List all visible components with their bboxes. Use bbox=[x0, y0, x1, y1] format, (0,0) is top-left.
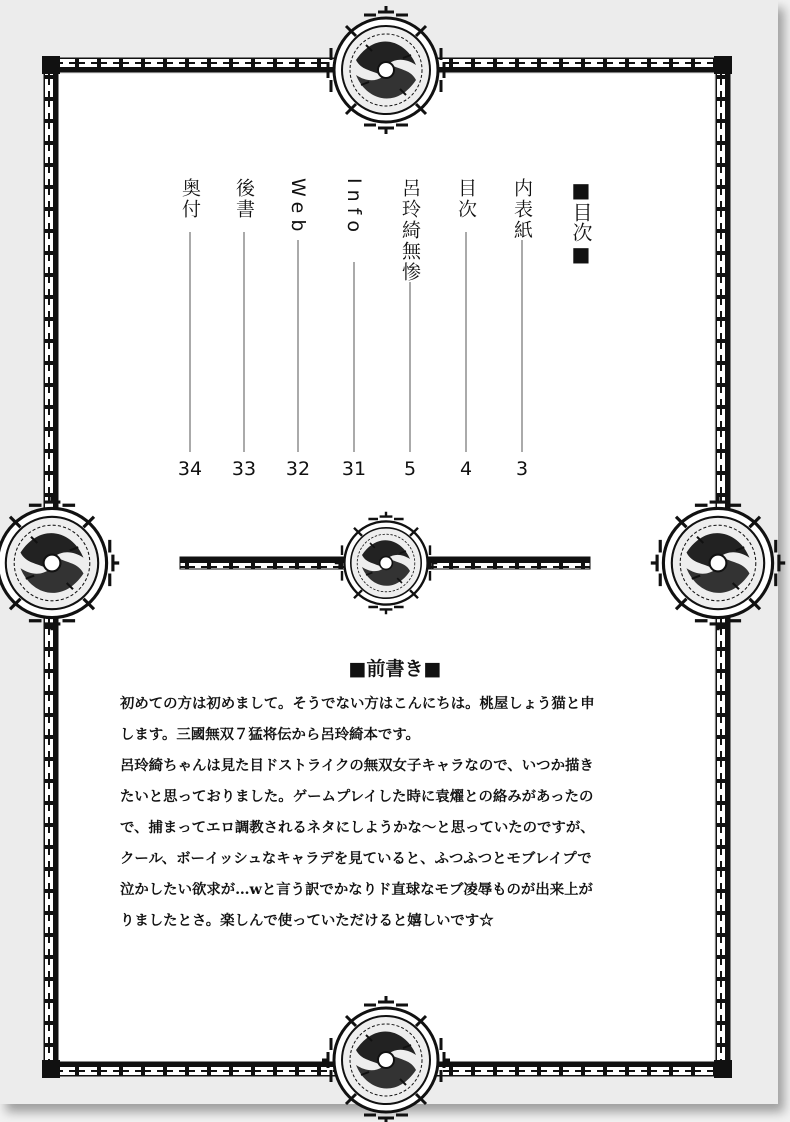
toc-entry-title: 目次 bbox=[455, 178, 477, 220]
toc-entry-title: 奥付 bbox=[179, 178, 201, 220]
toc-entry-title: Web bbox=[287, 178, 309, 238]
toc-entry-page: 33 bbox=[231, 458, 257, 480]
preface-line: りましたとさ。楽しんで使っていただけると嬉しいです☆ bbox=[120, 912, 494, 929]
preface-line: します。三國無双７猛将伝から呂玲綺本です。 bbox=[120, 726, 420, 743]
toc-entry-page: 3 bbox=[515, 458, 529, 480]
toc-entry-page: 32 bbox=[285, 458, 311, 480]
toc-entry-page: 31 bbox=[341, 458, 367, 480]
medallion-left bbox=[0, 496, 119, 630]
toc-entry-page: 4 bbox=[459, 458, 473, 480]
toc-entry-title: 内表紙 bbox=[511, 178, 533, 241]
preface-body bbox=[120, 688, 680, 936]
preface-line: たいと思っておりました。ゲームプレイした時に袁燿との絡みがあったの bbox=[120, 788, 594, 805]
medallion-bottom bbox=[322, 996, 450, 1122]
medallion-top bbox=[322, 6, 450, 134]
toc-entry-title: 呂玲綺無惨 bbox=[399, 178, 421, 283]
toc-entry-title: 後書 bbox=[233, 178, 255, 220]
toc-entry-title: Info bbox=[343, 178, 365, 238]
preface-line: 初めての方は初めまして。そうでない方はこんにちは。桃屋しょう猫と申 bbox=[120, 695, 595, 712]
toc-entry-page: 34 bbox=[177, 458, 203, 480]
medallion-center bbox=[335, 512, 437, 614]
preface-line: クール、ボーイッシュなキャラデを見ていると、ふつふつとモブレイプで bbox=[120, 850, 592, 867]
medallion-right bbox=[651, 496, 785, 630]
preface-line: 呂玲綺ちゃんは見た目ドストライクの無双女子キャラなので、いつか描き bbox=[120, 757, 594, 774]
preface-line: で、捕まってエロ調教されるネタにしようかな〜と思っていたのですが、 bbox=[120, 819, 595, 836]
preface-line: 泣かしたい欲求が…wと言う訳でかなりド直球なモブ凌辱ものが出来上が bbox=[120, 881, 593, 898]
toc-heading: ■目次■ bbox=[569, 178, 593, 266]
preface-title: ■前書き■ bbox=[348, 658, 442, 680]
toc-entry-page: 5 bbox=[403, 458, 417, 480]
